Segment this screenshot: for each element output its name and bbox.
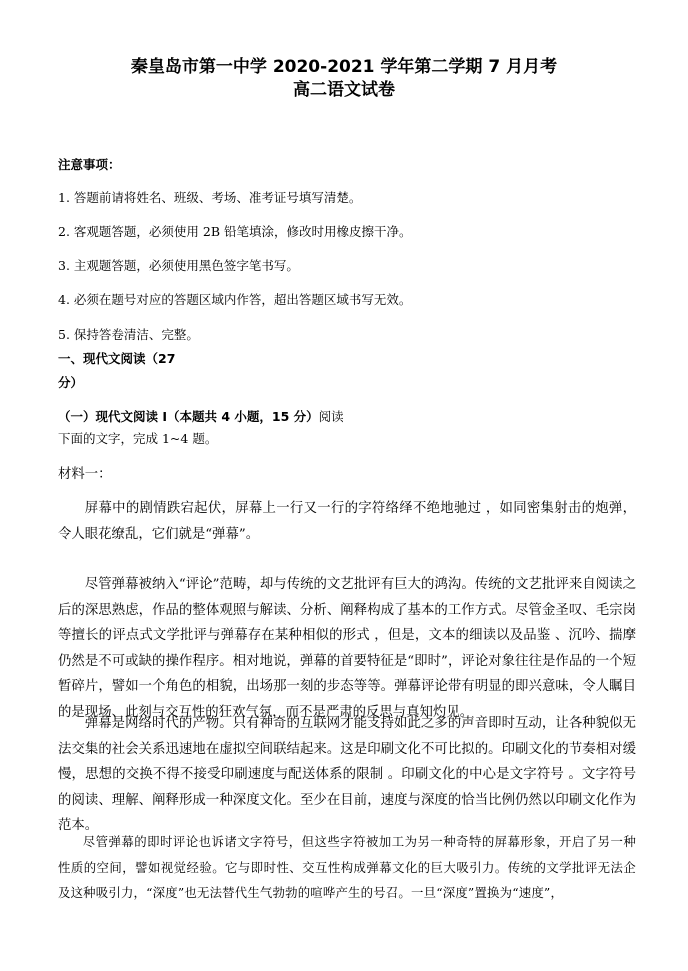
paragraph-2: 尽管弹幕被纳入“评论”范畴，却与传统的文艺批评有巨大的鸿沟。传统的文艺批评来自阅读之后的深思熟虑，作品的整体观照与解读、分析、阐释构成了基本的工作方式。尽管金圣叹、毛宗岗等擅长的评点式文学批评与弹幕存在某种相似的形式 ，但是，文本的细读以及品鉴 、沉吟、揣摩仍然是不可或缺的操作程序。相对地说，弹幕的首要特征是“即时”，评论对象往往是作品的一个短暂碎片，譬如一个角色的相貌，出场那一刻的步态等等。弹幕评论带有明显的即兴意味，令人瞩目的是现场、此刻与交互性的狂欢气氛，而不是严肃的反思与真知灼见。 <box>58 577 636 720</box>
section-heading-line2: 分） <box>58 375 84 390</box>
reading-instruction: 下面的文字，完成 1~4 题。 <box>58 431 218 446</box>
section-heading-line1: 一、现代文阅读（27 <box>58 351 176 366</box>
paragraph-3: 弹幕是网络时代的产物。只有神奇的互联网才能支持如此之多的声音即时互动，让各种貌似无法交集的社会关系迅速地在虚拟空间联结起来。这是印刷文化不可比拟的。印刷文化的节奏相对缓慢，思想的交换不得不接受印刷速度与配送体系的限制 。印刷文化的中心是文字符号 。文字符号的阅读、理解、阐释形成一种深度文化。至少在目前，速度与深度的恰当比例仍然以印刷文化作为范本。 <box>58 716 636 833</box>
exam-subtitle: 高二语文试卷 <box>293 80 395 100</box>
note-item-3: 3. 主观题答题，必须使用黑色签字笔书写。 <box>58 258 299 273</box>
notes-heading: 注意事项： <box>58 157 121 172</box>
note-item-5: 5. 保持答卷清洁、完整。 <box>58 327 199 342</box>
sub-section-title: （一）现代文阅读 I（本题共 4 小题，15 分） <box>58 409 319 424</box>
note-item-1: 1. 答题前请将姓名、班级、考场、准考证号填写清楚。 <box>58 190 362 205</box>
sub-section-tail: 阅读 <box>318 409 344 424</box>
note-item-2: 2. 客观题答题，必须使用 2B 铅笔填涂，修改时用橡皮擦干净。 <box>58 224 412 239</box>
paragraph-4: 尽管弹幕的即时评论也诉诸文字符号，但这些字符被加工为另一种奇特的屏幕形象，开启了另一种性质的空间，譬如视觉经验。它与即时性、交互性构成弹幕文化的巨大吸引力。传统的文学批评无法企及这种吸引力，“深度”也无法替代生气勃勃的喧哗产生的号召。一旦“深度”置换为“速度”， <box>58 834 636 900</box>
exam-title: 秦皇岛市第一中学 2020-2021 学年第二学期 7 月月考 <box>130 57 558 77</box>
paragraph-1: 屏幕中的剧情跌宕起伏，屏幕上一行又一行的字符络绎不绝地驰过 ，如同密集射击的炮弹，令人眼花缭乱，它们就是“弹幕”。 <box>58 501 636 542</box>
material-label: 材料一： <box>58 467 112 482</box>
sub-section-heading <box>58 408 344 426</box>
note-item-4: 4. 必须在题号对应的答题区域内作答，超出答题区域书写无效。 <box>58 292 412 307</box>
